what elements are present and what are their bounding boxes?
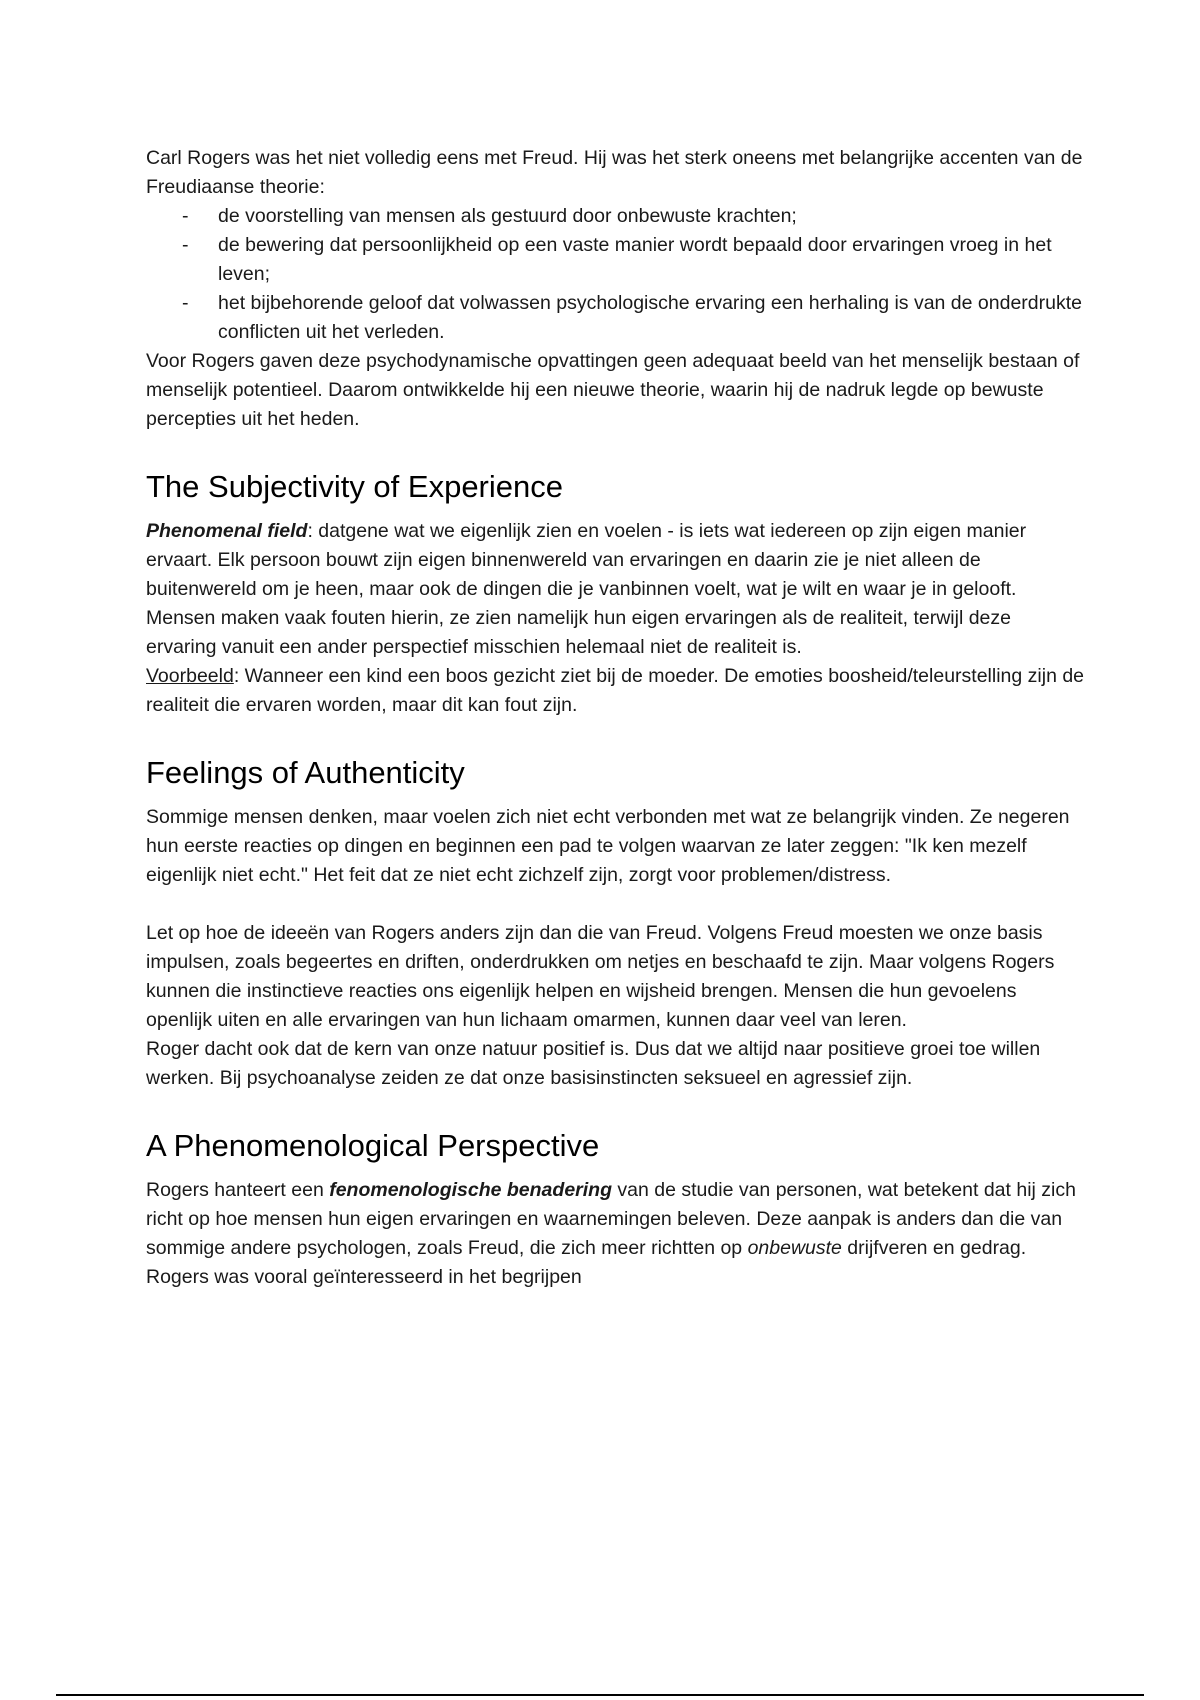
list-item: [146, 202, 1086, 231]
phenomenological-emphasis: onbewuste: [747, 1237, 842, 1259]
phenomenological-term: fenomenologische benadering: [329, 1179, 612, 1201]
phenomenal-field-term: Phenomenal field: [146, 520, 308, 542]
heading-subjectivity-of-experience: The Subjectivity of Experience: [146, 469, 563, 504]
freud-critique-list: [146, 202, 1086, 347]
example-text: : Wanneer een kind een boos gezicht ziet bij de moeder. De emoties boosheid/teleurstelling zijn de realiteit die ervaren worden, maar dit kan fout zijn.: [146, 665, 1085, 716]
example-paragraph: [146, 662, 1086, 720]
bullet-dash: -: [182, 205, 189, 227]
bullet-dash: -: [182, 234, 189, 256]
list-item-text: het bijbehorende geloof dat volwassen psychologische ervaring een herhaling is van de onderdrukte conflicten uit het verleden.: [218, 292, 1082, 343]
intro-closing-paragraph: Voor Rogers gaven deze psychodynamische opvattingen geen adequaat beeld van het menselijk bestaan of menselijk potentieel. Daarom ontwikkelde hij een nieuwe theorie, waarin hij de nadruk legde op bewuste percepties uit het heden.: [146, 350, 1080, 430]
list-item-text: de voorstelling van mensen als gestuurd door onbewuste krachten;: [218, 205, 797, 227]
phenomenal-field-paragraph: [146, 517, 1086, 662]
authenticity-paragraph-1: Sommige mensen denken, maar voelen zich niet echt verbonden met wat ze belangrijk vinden. Ze negeren hun eerste reacties op dingen en beginnen een pad te volgen waarvan ze later zeggen: "Ik ken mezelf eigenlijk niet echt." Het feit dat ze niet echt zichzelf zijn, zorgt voor problemen/distress.: [146, 806, 1070, 886]
phenomenological-text-end: drijfveren en gedrag. Rogers was vooral geïnteresseerd in het begrijpen: [146, 1237, 1027, 1288]
phenomenal-field-definition: : datgene wat we eigenlijk zien en voelen - is iets wat iedereen op zijn eigen manier ervaart. Elk persoon bouwt zijn eigen binnenwereld van ervaringen en daarin zie je niet alleen de buitenwereld om je heen, maar ook de dingen die je vanbinnen voelt, wat je wilt en waar je in gelooft. Mensen maken vaak fouten hierin, ze zien namelijk hun eigen ervaringen als de realiteit, terwijl deze ervaring vanuit een ander perspectief misschien helemaal niet de realiteit is.: [146, 520, 1027, 658]
document-page: [146, 144, 1086, 1292]
list-item: [146, 289, 1086, 347]
phenomenological-text-middle: van de studie van personen, wat betekent dat hij zich richt op hoe mensen hun eigen ervaringen en waarnemingen beleven. Deze aanpak is anders dan die van sommige andere psychologen, zoals Freud, die zich meer richtten op: [146, 1179, 1076, 1259]
authenticity-paragraph-3: Roger dacht ook dat de kern van onze natuur positief is. Dus dat we altijd naar positieve groei toe willen werken. Bij psychoanalyse zeiden ze dat onze basisinstincten seksueel en agressief zijn.: [146, 1038, 1041, 1089]
example-label: Voorbeeld: [146, 665, 234, 687]
list-item: [146, 231, 1086, 289]
intro-paragraph: Carl Rogers was het niet volledig eens met Freud. Hij was het sterk oneens met belangrijke accenten van de Freudiaanse theorie:: [146, 147, 1083, 198]
heading-phenomenological-perspective: A Phenomenological Perspective: [146, 1128, 600, 1163]
footer-divider: [56, 1694, 1144, 1696]
list-item-text: de bewering dat persoonlijkheid op een vaste manier wordt bepaald door ervaringen vroeg in het leven;: [218, 234, 1052, 285]
phenomenological-text-start: Rogers hanteert een: [146, 1179, 330, 1201]
phenomenological-paragraph: [146, 1176, 1086, 1292]
heading-feelings-of-authenticity: Feelings of Authenticity: [146, 755, 465, 790]
paragraph-spacer: [146, 890, 1086, 919]
authenticity-paragraph-2: Let op hoe de ideeën van Rogers anders zijn dan die van Freud. Volgens Freud moesten we onze basis impulsen, zoals begeertes en driften, onderdrukken om netjes en beschaafd te zijn. Maar volgens Rogers kunnen die instinctieve reacties ons eigenlijk helpen en wijsheid brengen. Mensen die hun gevoelens openlijk uiten en alle ervaringen van hun lichaam omarmen, kunnen daar veel van leren.: [146, 922, 1055, 1031]
bullet-dash: -: [182, 292, 189, 314]
